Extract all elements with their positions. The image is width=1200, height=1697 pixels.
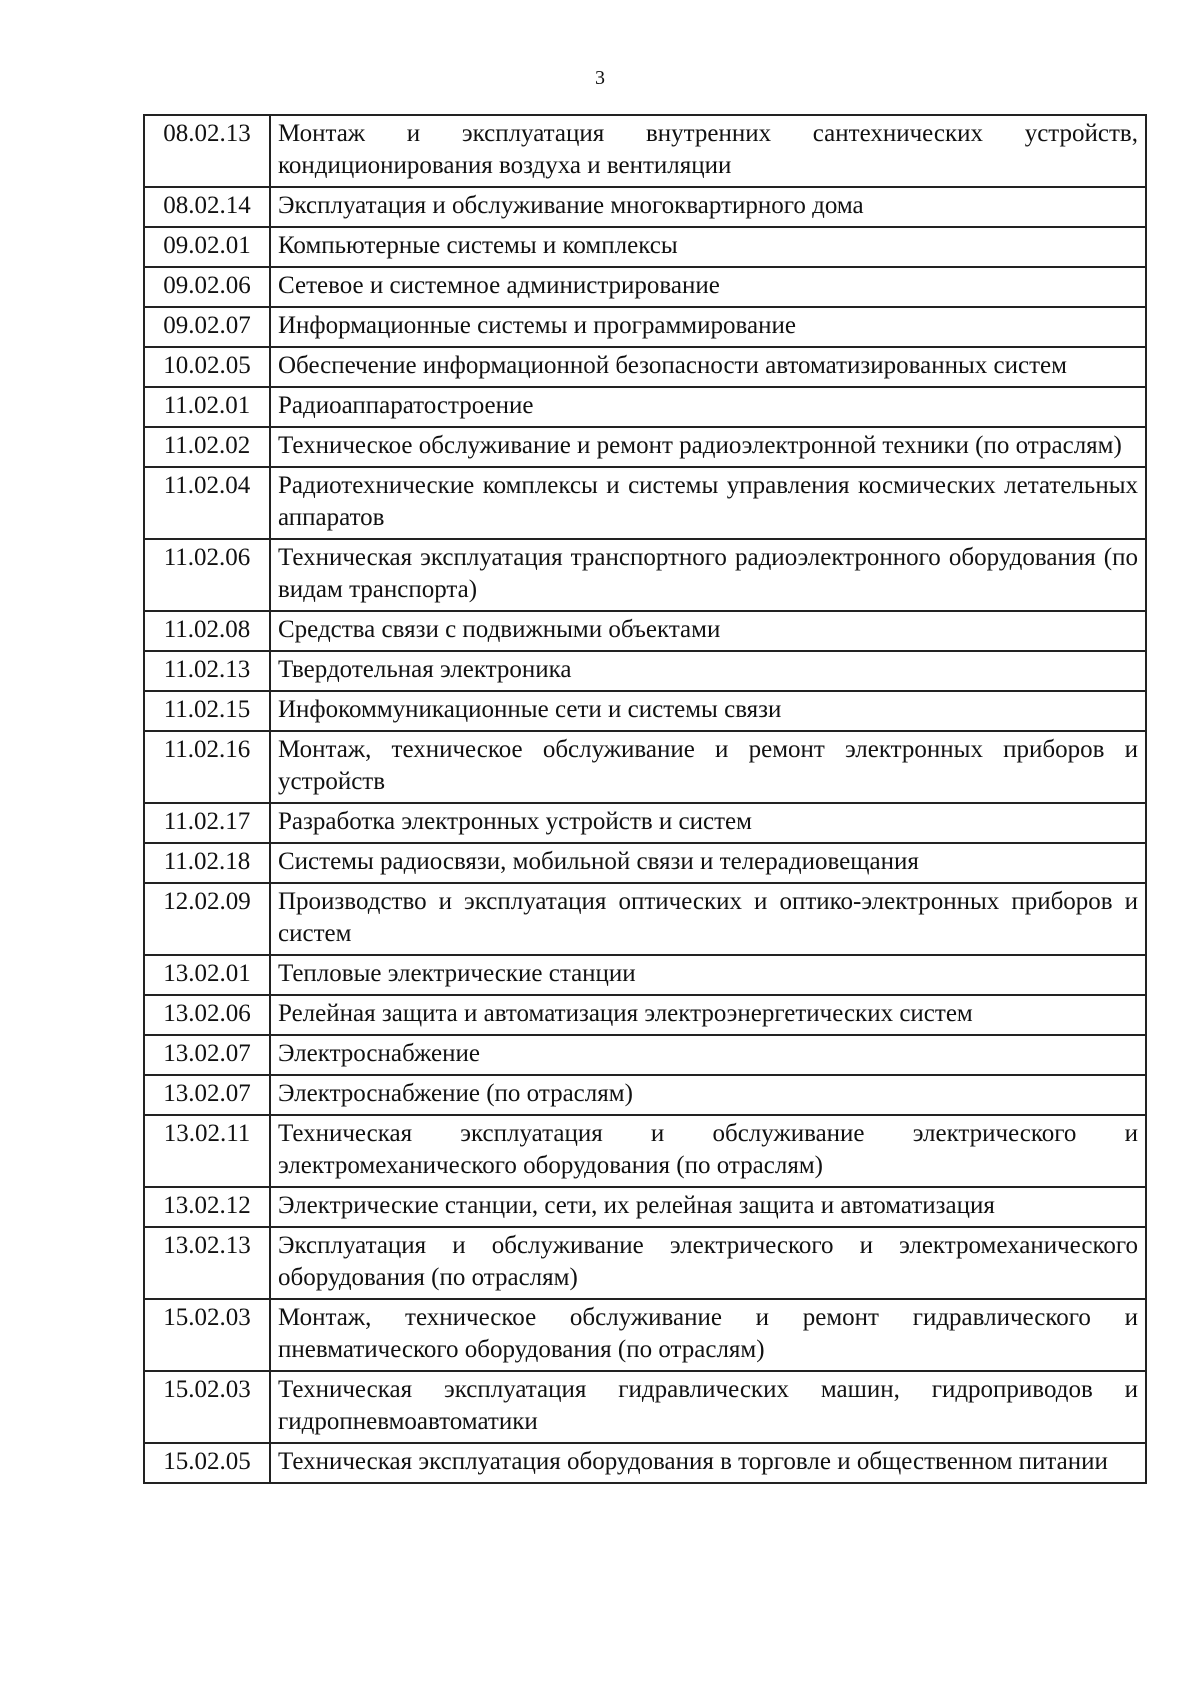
specialty-code: 09.02.06 [144, 267, 270, 307]
table-row [144, 883, 1146, 955]
specialty-name: Электрические станции, сети, их релейная защита и автоматизация [270, 1187, 1146, 1227]
table-row [144, 467, 1146, 539]
specialty-name: Монтаж, техническое обслуживание и ремонт электронных приборов и устройств [270, 731, 1146, 803]
specialty-name: Средства связи с подвижными объектами [270, 611, 1146, 651]
table-row [144, 1115, 1146, 1187]
specialty-name: Техническая эксплуатация гидравлических машин, гидроприводов и гидропневмоавтоматики [270, 1371, 1146, 1443]
specialty-code: 13.02.11 [144, 1115, 270, 1187]
specialty-code: 13.02.06 [144, 995, 270, 1035]
table-row [144, 1443, 1146, 1483]
table-row [144, 1371, 1146, 1443]
specialty-name: Релейная защита и автоматизация электроэнергетических систем [270, 995, 1146, 1035]
table-row [144, 651, 1146, 691]
specialty-code: 11.02.08 [144, 611, 270, 651]
table-row [144, 387, 1146, 427]
specialty-name: Эксплуатация и обслуживание многоквартирного дома [270, 187, 1146, 227]
specialty-name: Обеспечение информационной безопасности автоматизированных систем [270, 347, 1146, 387]
specialty-name: Техническая эксплуатация оборудования в торговле и общественном питании [270, 1443, 1146, 1483]
table-row [144, 1299, 1146, 1371]
specialty-code: 13.02.01 [144, 955, 270, 995]
specialty-name: Техническая эксплуатация и обслуживание электрического и электромеханического оборудования (по отраслям) [270, 1115, 1146, 1187]
table-row [144, 955, 1146, 995]
table-row [144, 307, 1146, 347]
specialty-code: 13.02.13 [144, 1227, 270, 1299]
table-row [144, 539, 1146, 611]
table-row [144, 611, 1146, 651]
specialty-code: 15.02.05 [144, 1443, 270, 1483]
specialty-code: 11.02.01 [144, 387, 270, 427]
table-row [144, 347, 1146, 387]
table-row [144, 1075, 1146, 1115]
specialty-code: 11.02.04 [144, 467, 270, 539]
table-row [144, 691, 1146, 731]
table-row [144, 1187, 1146, 1227]
specialty-code: 13.02.12 [144, 1187, 270, 1227]
table-row [144, 1227, 1146, 1299]
specialty-code: 15.02.03 [144, 1371, 270, 1443]
specialty-name: Электроснабжение [270, 1035, 1146, 1075]
specialty-code: 15.02.03 [144, 1299, 270, 1371]
specialty-code: 09.02.07 [144, 307, 270, 347]
specialty-name: Радиотехнические комплексы и системы управления космических летательных аппаратов [270, 467, 1146, 539]
specialty-table-body [144, 115, 1146, 1483]
specialty-code: 08.02.14 [144, 187, 270, 227]
table-row [144, 995, 1146, 1035]
specialty-code: 12.02.09 [144, 883, 270, 955]
specialty-name: Эксплуатация и обслуживание электрического и электромеханического оборудования (по отраслям) [270, 1227, 1146, 1299]
specialty-code: 09.02.01 [144, 227, 270, 267]
specialty-code: 11.02.18 [144, 843, 270, 883]
specialty-name: Производство и эксплуатация оптических и оптико-электронных приборов и систем [270, 883, 1146, 955]
specialty-name: Информационные системы и программирование [270, 307, 1146, 347]
specialty-code: 11.02.15 [144, 691, 270, 731]
specialty-name: Твердотельная электроника [270, 651, 1146, 691]
table-row [144, 187, 1146, 227]
specialty-name: Сетевое и системное администрирование [270, 267, 1146, 307]
table-row [144, 731, 1146, 803]
specialty-name: Тепловые электрические станции [270, 955, 1146, 995]
specialty-name: Монтаж и эксплуатация внутренних сантехнических устройств, кондиционирования воздуха и вентиляции [270, 115, 1146, 187]
table-row [144, 1035, 1146, 1075]
table-row [144, 227, 1146, 267]
specialty-code: 11.02.16 [144, 731, 270, 803]
table-row [144, 115, 1146, 187]
table-row [144, 803, 1146, 843]
specialty-code: 13.02.07 [144, 1035, 270, 1075]
specialty-name: Компьютерные системы и комплексы [270, 227, 1146, 267]
specialty-code: 11.02.17 [144, 803, 270, 843]
specialty-code: 11.02.02 [144, 427, 270, 467]
page-number: 3 [595, 67, 605, 89]
specialty-name: Электроснабжение (по отраслям) [270, 1075, 1146, 1115]
specialty-name: Техническое обслуживание и ремонт радиоэлектронной техники (по отраслям) [270, 427, 1146, 467]
table-row [144, 427, 1146, 467]
table-row [144, 267, 1146, 307]
specialty-name: Монтаж, техническое обслуживание и ремонт гидравлического и пневматического оборудования (по отраслям) [270, 1299, 1146, 1371]
specialty-code: 11.02.06 [144, 539, 270, 611]
specialty-code: 10.02.05 [144, 347, 270, 387]
specialty-name: Системы радиосвязи, мобильной связи и телерадиовещания [270, 843, 1146, 883]
specialty-name: Радиоаппаратостроение [270, 387, 1146, 427]
specialty-code: 08.02.13 [144, 115, 270, 187]
specialty-table [143, 114, 1147, 1484]
specialty-code: 11.02.13 [144, 651, 270, 691]
table-row [144, 843, 1146, 883]
specialty-name: Техническая эксплуатация транспортного радиоэлектронного оборудования (по видам транспорта) [270, 539, 1146, 611]
specialty-name: Инфокоммуникационные сети и системы связи [270, 691, 1146, 731]
specialty-code: 13.02.07 [144, 1075, 270, 1115]
specialty-name: Разработка электронных устройств и систем [270, 803, 1146, 843]
